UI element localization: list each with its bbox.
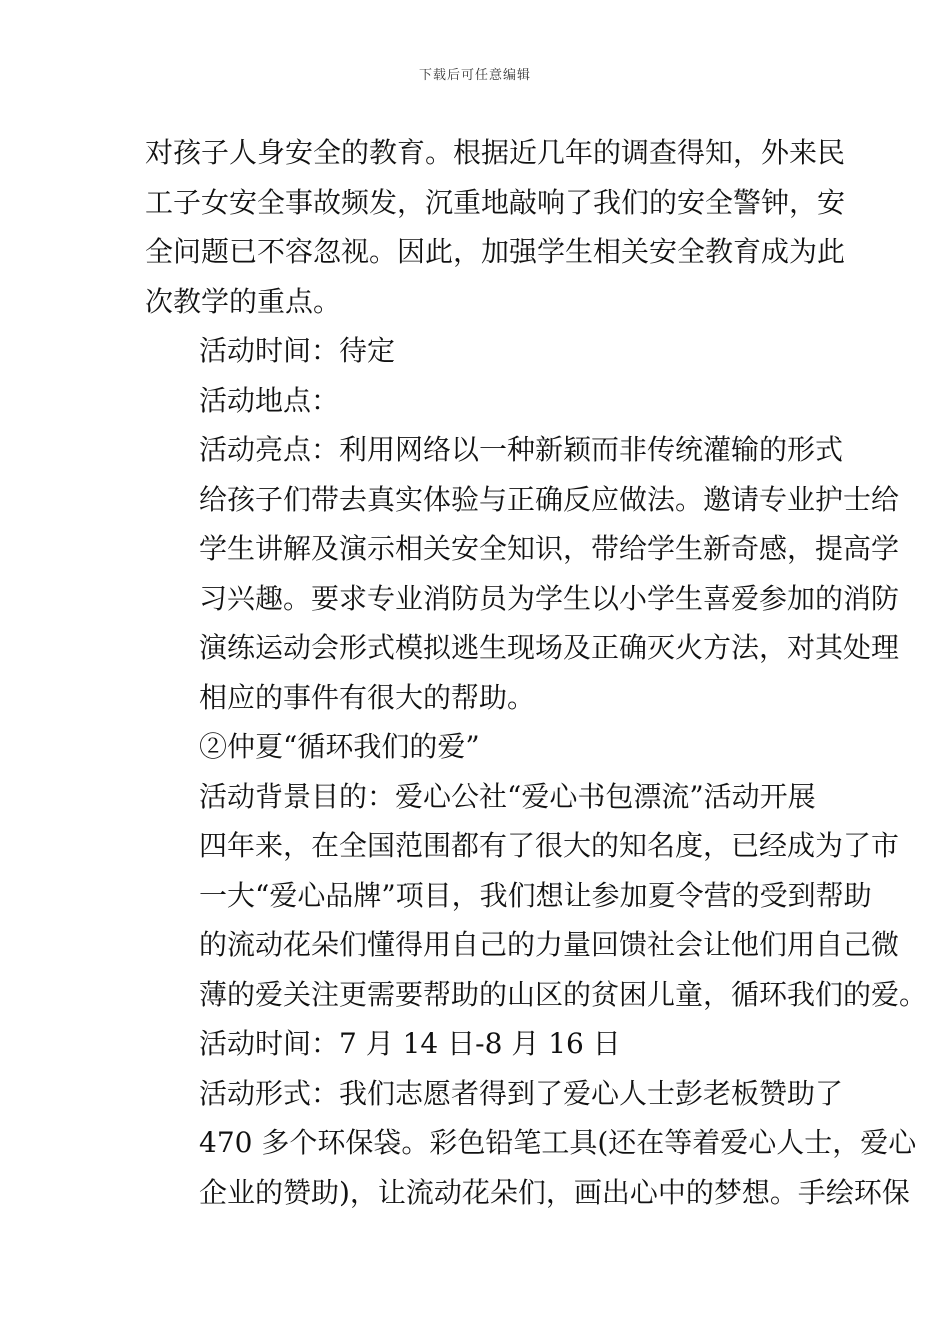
text-line: 工子女安全事故频发，沉重地敲响了我们的安全警钟，安: [145, 185, 846, 219]
text-line: ②仲夏“循环我们的爱”: [199, 730, 480, 763]
paragraph-activity-time-1: [145, 326, 810, 376]
text-line: 演练运动会形式模拟逃生现场及正确灭火方法，对其处理: [199, 631, 900, 664]
text-line: 薄的爱关注更需要帮助的山区的贫困儿童，循环我们的爱。: [199, 977, 928, 1011]
text-line: 的流动花朵们懂得用自己的力量回馈社会让他们用自己微: [199, 928, 900, 961]
text-line: 次教学的重点。: [145, 284, 342, 318]
text-line: 活动时间：待定: [199, 334, 396, 367]
paragraph-safety-intro: [145, 128, 846, 326]
text-line: 一大“爱心品牌”项目，我们想让参加夏令营的受到帮助: [199, 878, 872, 912]
document-body: [145, 128, 928, 1217]
text-line: 活动地点：: [199, 383, 340, 417]
text-line: 活动形式：我们志愿者得到了爱心人士彭老板赞助了: [199, 1076, 844, 1110]
text-line: 习兴趣。要求专业消防员为学生以小学生喜爱参加的消防: [199, 581, 900, 615]
paragraph-activity-background: [145, 772, 928, 1020]
text-line: 活动亮点：利用网络以一种新颖而非传统灌输的形式: [199, 433, 844, 466]
section-heading-summer: [145, 722, 810, 772]
text-line: 四年来，在全国范围都有了很大的知名度，已经成为了市: [199, 829, 900, 862]
text-line: 对孩子人身安全的教育。根据近几年的调查得知，外来民: [145, 136, 846, 169]
text-line: 活动背景目的：爱心公社“爱心书包漂流”活动开展: [199, 779, 816, 813]
paragraph-activity-location: [145, 376, 810, 426]
text-line: 活动时间：7 月 14 日-8 月 16 日: [199, 1027, 621, 1060]
paragraph-activity-highlights: [145, 425, 900, 722]
paragraph-activity-time-2: [145, 1019, 810, 1069]
text-line: 给孩子们带去真实体验与正确反应做法。邀请专业护士给: [199, 482, 900, 516]
paragraph-activity-format: [145, 1069, 917, 1218]
text-line: 470 多个环保袋。彩色铅笔工具(还在等着爱心人士，爱心: [199, 1126, 917, 1159]
text-line: 全问题已不容忽视。因此，加强学生相关安全教育成为此: [145, 235, 846, 268]
text-line: 学生讲解及演示相关安全知识，带给学生新奇感，提高学: [199, 532, 900, 565]
text-line: 相应的事件有很大的帮助。: [199, 680, 536, 714]
text-line: 企业的赞助)，让流动花朵们，画出心中的梦想。手绘环保: [199, 1175, 910, 1209]
page-header-note: 下载后可任意编辑: [418, 68, 531, 83]
